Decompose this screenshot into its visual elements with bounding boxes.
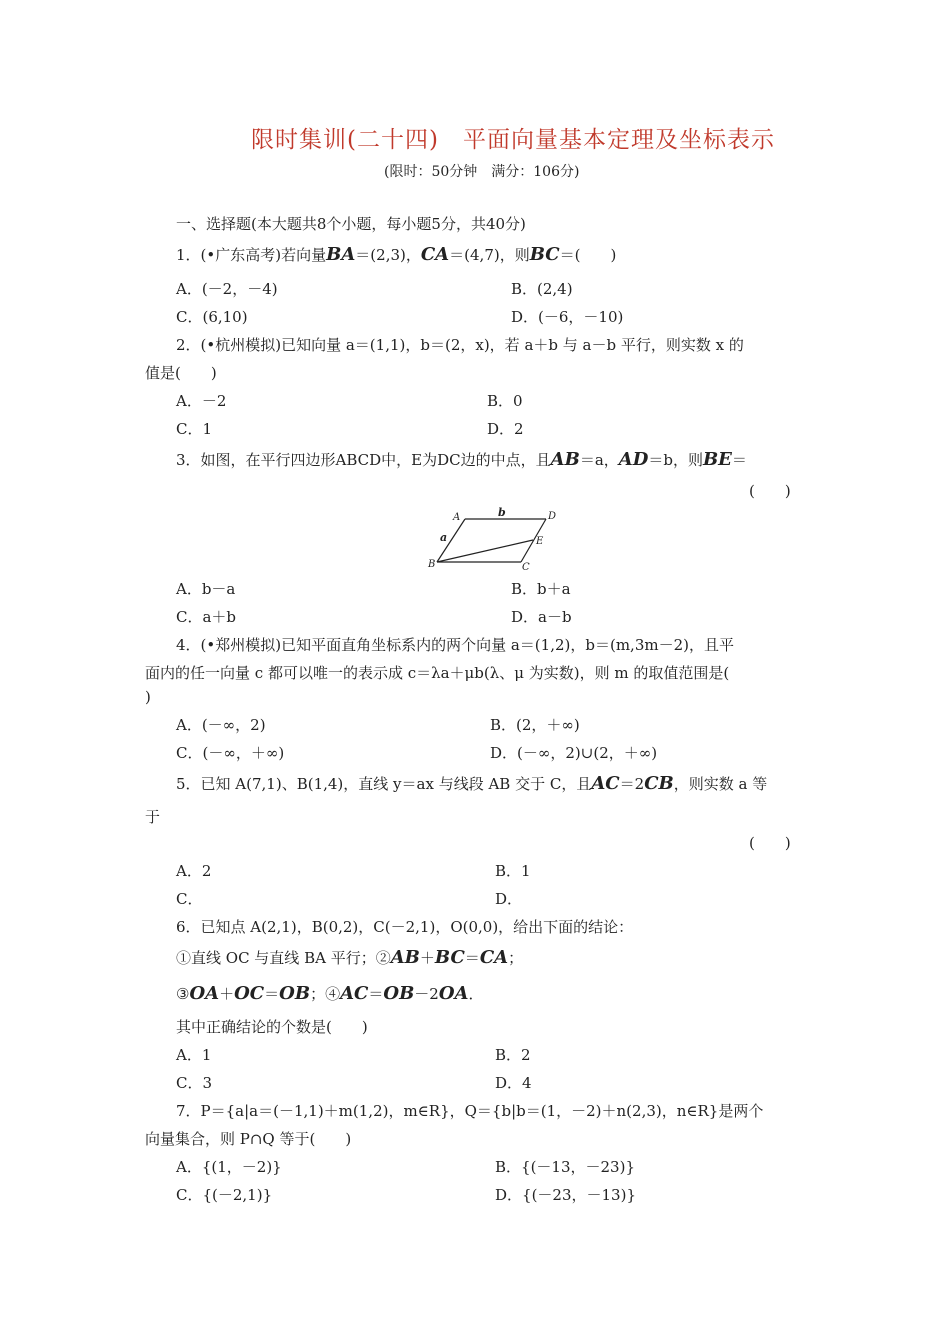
label-c: C [522,562,530,573]
q4-line-2: 面内的任一向量 c 都可以唯一的表示成 c＝λa＋μb(λ、μ 为实数)，则 m 的取值范围是( [145,664,730,682]
q1-option-c[interactable]: C．(6,10) [176,308,248,326]
q6-vector-ac: AC [340,983,369,1004]
q7-option-b[interactable]: B．{(－13，－23)} [495,1158,635,1176]
q6-s2-text-3: ＝ [264,985,280,1003]
label-a: A [453,512,461,523]
q3-option-b[interactable]: B．b＋a [511,580,571,598]
q4-option-d[interactable]: D．(－∞，2)∪(2，＋∞) [490,744,658,762]
q3-vector-be: BE [702,449,732,470]
q1-option-a[interactable]: A．(－2，－4) [176,280,278,298]
question-3 [176,449,747,470]
q4-option-b[interactable]: B．(2，＋∞) [490,716,580,734]
q6-option-a[interactable]: A．1 [176,1046,212,1064]
q6-option-b[interactable]: B．2 [495,1046,531,1064]
q6-vector-oa: OA [189,983,220,1004]
q3-text-3: ＝b，则 [648,451,703,469]
q6-line-4: 其中正确结论的个数是( ) [176,1018,368,1036]
q3-option-d[interactable]: D．a－b [511,608,572,626]
q7-option-c[interactable]: C．{(－2,1)} [176,1186,273,1204]
q6-s2-text-1: ③ [176,985,190,1003]
q5-text-2: ＝2 [619,775,645,793]
q1-vector-ca: CA [420,244,450,265]
q6-vector-ca: CA [479,947,509,968]
q6-vector-ob: OB [279,983,311,1004]
q3-text-1: 3．如图，在平行四边形ABCD中，E为DC边的中点，且 [176,451,551,469]
q6-s1-text-3: ＝ [464,949,480,967]
question-1 [176,244,616,265]
q3-text-2: ＝a， [579,451,619,469]
q5-option-a[interactable]: A．2 [176,862,212,880]
q6-line-1: 6．已知点 A(2,1)，B(0,2)，C(－2,1)，O(0,0)，给出下面的结论： [176,918,634,936]
page-title: 限时集训(二十四) 平面向量基本定理及坐标表示 [251,127,775,153]
q6-s1-text-2: ＋ [419,949,435,967]
label-e: E [536,536,544,547]
q5-option-d[interactable]: D． [495,890,523,908]
q1-vector-ba: BA [326,244,356,265]
q6-option-c[interactable]: C．3 [176,1074,213,1092]
q4-line-3: ) [145,688,151,706]
q6-statements-3-4 [176,983,484,1004]
q5-text-3: ，则实数 a 等 [673,775,768,793]
q2-option-a[interactable]: A．－2 [176,392,227,410]
label-vector-b: b [498,506,506,519]
q7-option-a[interactable]: A．{(1，－2)} [176,1158,282,1176]
q6-s1-text-4: ； [508,949,524,967]
q5-option-b[interactable]: B．1 [495,862,531,880]
q6-s2-text-7: ． [468,985,484,1003]
segment-be [437,540,533,562]
q2-option-b[interactable]: B．0 [487,392,523,410]
q5-line-2: 于 [145,808,161,826]
section-heading: 一、选择题(本大题共8个小题，每小题5分，共40分) [176,215,526,233]
q7-option-d[interactable]: D．{(－23，－13)} [495,1186,636,1204]
q7-line-2: 向量集合，则 P∩Q 等于( ) [145,1130,352,1148]
q3-option-c[interactable]: C．a＋b [176,608,237,626]
q3-option-a[interactable]: A．b－a [176,580,236,598]
q4-line-1: 4．(•郑州模拟)已知平面直角坐标系内的两个向量 a＝(1,2)，b＝(m,3m－2)，且平 [176,636,734,654]
q6-s2-text-6: －2 [414,985,439,1003]
page-subtitle: (限时：50分钟 满分：106分) [384,164,580,180]
q4-option-c[interactable]: C．(－∞，＋∞) [176,744,285,762]
q3-text-4: ＝ [731,451,747,469]
label-d: D [548,511,557,522]
q6-vector-oc: OC [234,983,265,1004]
q5-text-1: 5．已知 A(7,1)、B(1,4)，直线 y＝ax 与线段 AB 交于 C，且 [176,775,592,793]
q2-line-1: 2．(•杭州模拟)已知向量 a＝(1,1)，b＝(2，x)，若 a＋b 与 a－b 平行，则实数 x 的 [176,336,744,354]
q5-answer-paren: ( ) [749,834,791,852]
label-b: B [428,559,436,570]
q6-s2-text-5: ＝ [368,985,384,1003]
q5-option-c[interactable]: C． [176,890,203,908]
q2-line-2: 值是( ) [145,364,217,382]
question-5 [176,773,767,794]
q2-option-d[interactable]: D．2 [487,420,524,438]
q6-vector-ob-2: OB [383,983,415,1004]
q6-s2-text-4: ；④ [310,985,341,1003]
q1-option-d[interactable]: D．(－6，－10) [511,308,624,326]
q5-vector-cb: CB [644,773,674,794]
q3-vector-ab: AB [550,449,580,470]
q6-s2-text-2: ＋ [219,985,235,1003]
q6-s1-text-1: ①直线 OC 与直线 BA 平行；② [176,949,391,967]
q6-option-d[interactable]: D．4 [495,1074,532,1092]
q1-vector-bc: BC [529,244,560,265]
q1-text-4: ＝( ) [559,246,617,264]
q3-vector-ad: AD [618,449,649,470]
q6-vector-bc: BC [434,947,465,968]
q7-line-1: 7．P＝{a|a＝(－1,1)＋m(1,2)，m∈R}，Q＝{b|b＝(1，－2)＋n(2,3)，n∈R}是两个 [176,1102,764,1120]
q1-text-2: ＝(2,3)， [355,246,421,264]
q6-vector-ab: AB [390,947,420,968]
q3-answer-paren: ( ) [749,482,791,500]
q5-vector-ac: AC [591,773,620,794]
q6-statements-1-2 [176,947,523,968]
label-vector-a: a [440,531,448,544]
parallelogram-figure [420,505,570,575]
q2-option-c[interactable]: C．1 [176,420,213,438]
q4-option-a[interactable]: A．(－∞，2) [176,716,266,734]
q1-text-1: 1．(•广东高考)若向量 [176,246,327,264]
q1-option-b[interactable]: B．(2,4) [511,280,573,298]
q1-text-3: ＝(4,7)，则 [449,246,530,264]
q6-vector-oa-2: OA [438,983,469,1004]
